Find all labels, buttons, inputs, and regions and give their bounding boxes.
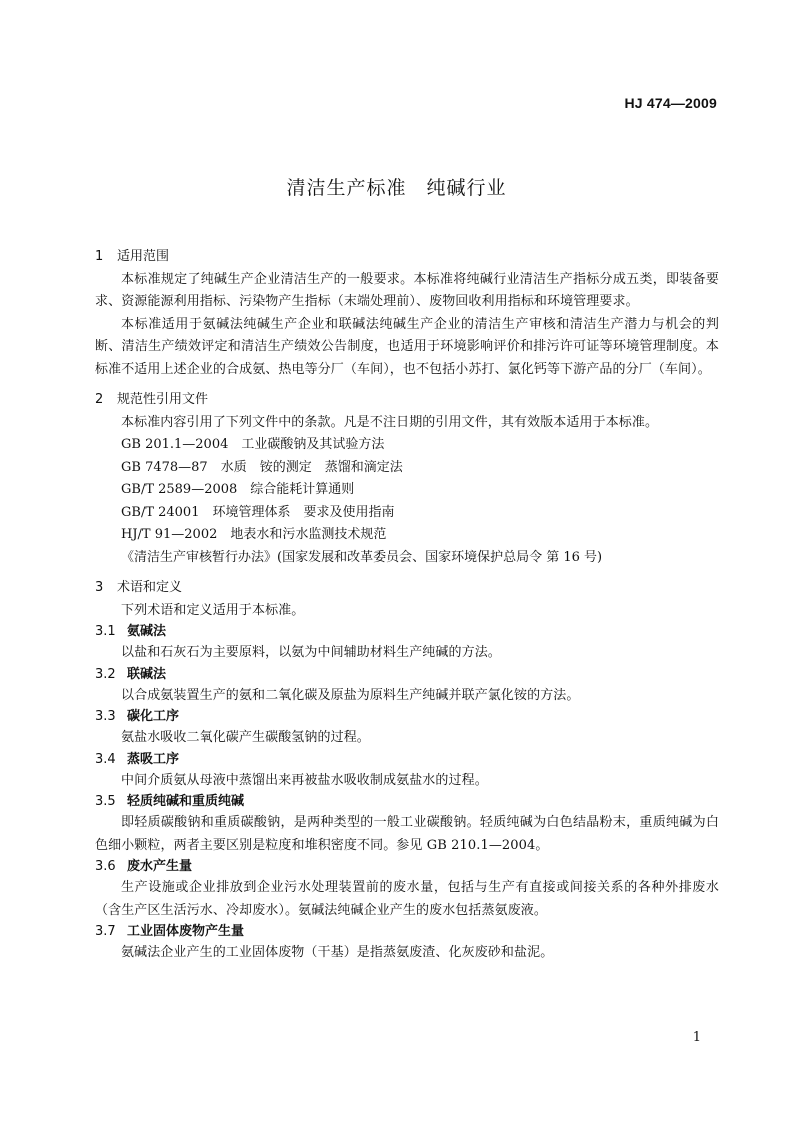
section-title: 适用范围 — [117, 249, 170, 264]
term-number: 3.1 — [95, 624, 116, 639]
reference-item: GB/T 2589—2008 综合能耗计算通则 — [121, 482, 355, 497]
reference-item: GB/T 24001 环境管理体系 要求及使用指南 — [121, 504, 395, 520]
term-definition: 即轻质碳酸钠和重质碳酸钠，是两种类型的一般工业碳酸钠。轻质纯碱为白色结晶粉末，重质纯碱为白色细小颗粒，两者主要区别是粒度和堆积密度不同。参见 GB 210.1—2004。 — [95, 815, 719, 853]
section-number: 1 — [95, 249, 104, 264]
reference-item: GB 201.1—2004 工业碳酸钠及其试验方法 — [121, 437, 385, 452]
term-name: 废水产生量 — [127, 859, 193, 874]
section-title: 规范性引用文件 — [117, 392, 209, 407]
term-name: 联碱法 — [127, 666, 167, 682]
document-title: 清洁生产标准 纯碱行业 — [286, 177, 507, 199]
section-2-heading — [95, 389, 719, 412]
term-heading — [95, 922, 719, 942]
term-number: 3.2 — [95, 666, 116, 682]
section-1-paragraph-2: 本标准适用于氨碱法纯碱生产企业和联碱法纯碱生产企业的清洁生产审核和清洁生产潜力与机会的判断、清洁生产绩效评定和清洁生产绩效公告制度，也适用于环境影响评价和排污许可证等环境管理制度。本标准不适用上述企业的合成氨、热电等分厂（车间），也不包括小苏打、氯化钙等下游产品的分厂（车间）。 — [95, 316, 719, 377]
section-3-heading — [95, 577, 719, 600]
term-number: 3.6 — [95, 859, 116, 874]
term-number: 3.5 — [95, 794, 116, 809]
section-number: 2 — [95, 392, 104, 407]
term-name: 氨碱法 — [127, 624, 167, 639]
standard-code: HJ 474—2009 — [624, 95, 717, 111]
reference-item: GB 7478—87 水质 铵的测定 蒸馏和滴定法 — [121, 459, 403, 475]
term-name: 工业固体废物产生量 — [127, 924, 245, 939]
term-name: 碳化工序 — [127, 709, 180, 724]
reference-item: 《清洁生产审核暂行办法》(国家发展和改革委员会、国家环境保护总局令 第 16 号) — [121, 549, 603, 565]
term-definition: 以盐和石灰石为主要原料，以氨为中间辅助材料生产纯碱的方法。 — [121, 645, 501, 660]
term-number: 3.7 — [95, 924, 116, 939]
page-number: 1 — [692, 1030, 701, 1045]
section-1-heading — [95, 246, 719, 269]
term-heading — [95, 665, 719, 685]
term-definition: 生产设施或企业排放到企业污水处理装置前的废水量，包括与生产有直接或间接关系的各种外排废水（含生产区生活污水、冷却废水）。氨碱法纯碱企业产生的废水包括蒸氨废液。 — [95, 880, 719, 918]
section-1-paragraph-1: 本标准规定了纯碱生产企业清洁生产的一般要求。本标准将纯碱行业清洁生产指标分成五类，即装备要求、资源能源利用指标、污染物产生指标（末端处理前）、废物回收利用指标和环境管理要求。 — [95, 271, 719, 309]
section-2-intro: 本标准内容引用了下列文件中的条款。凡是不注日期的引用文件，其有效版本适用于本标准。 — [121, 414, 659, 430]
term-name: 蒸吸工序 — [127, 751, 180, 767]
term-heading — [95, 857, 719, 877]
term-heading — [95, 792, 719, 812]
document-body — [95, 246, 719, 965]
term-definition: 以合成氨装置生产的氨和二氧化碳及原盐为原料生产纯碱并联产氯化铵的方法。 — [121, 687, 580, 703]
section-3-intro: 下列术语和定义适用于本标准。 — [121, 602, 305, 618]
term-heading — [95, 750, 719, 770]
reference-item: HJ/T 91—2002 地表水和污水监测技术规范 — [121, 527, 387, 542]
term-number: 3.3 — [95, 709, 116, 724]
term-definition: 氨碱法企业产生的工业固体废物（干基）是指蒸氨废渣、化灰废砂和盐泥。 — [121, 945, 554, 960]
section-title: 术语和定义 — [117, 580, 183, 595]
section-number: 3 — [95, 580, 104, 595]
term-number: 3.4 — [95, 751, 116, 767]
term-heading — [95, 707, 719, 727]
term-heading — [95, 622, 719, 642]
term-name: 轻质纯碱和重质纯碱 — [127, 794, 245, 809]
term-definition: 氨盐水吸收二氧化碳产生碳酸氢钠的过程。 — [121, 730, 370, 745]
term-definition: 中间介质氨从母液中蒸馏出来再被盐水吸收制成氨盐水的过程。 — [121, 772, 488, 788]
